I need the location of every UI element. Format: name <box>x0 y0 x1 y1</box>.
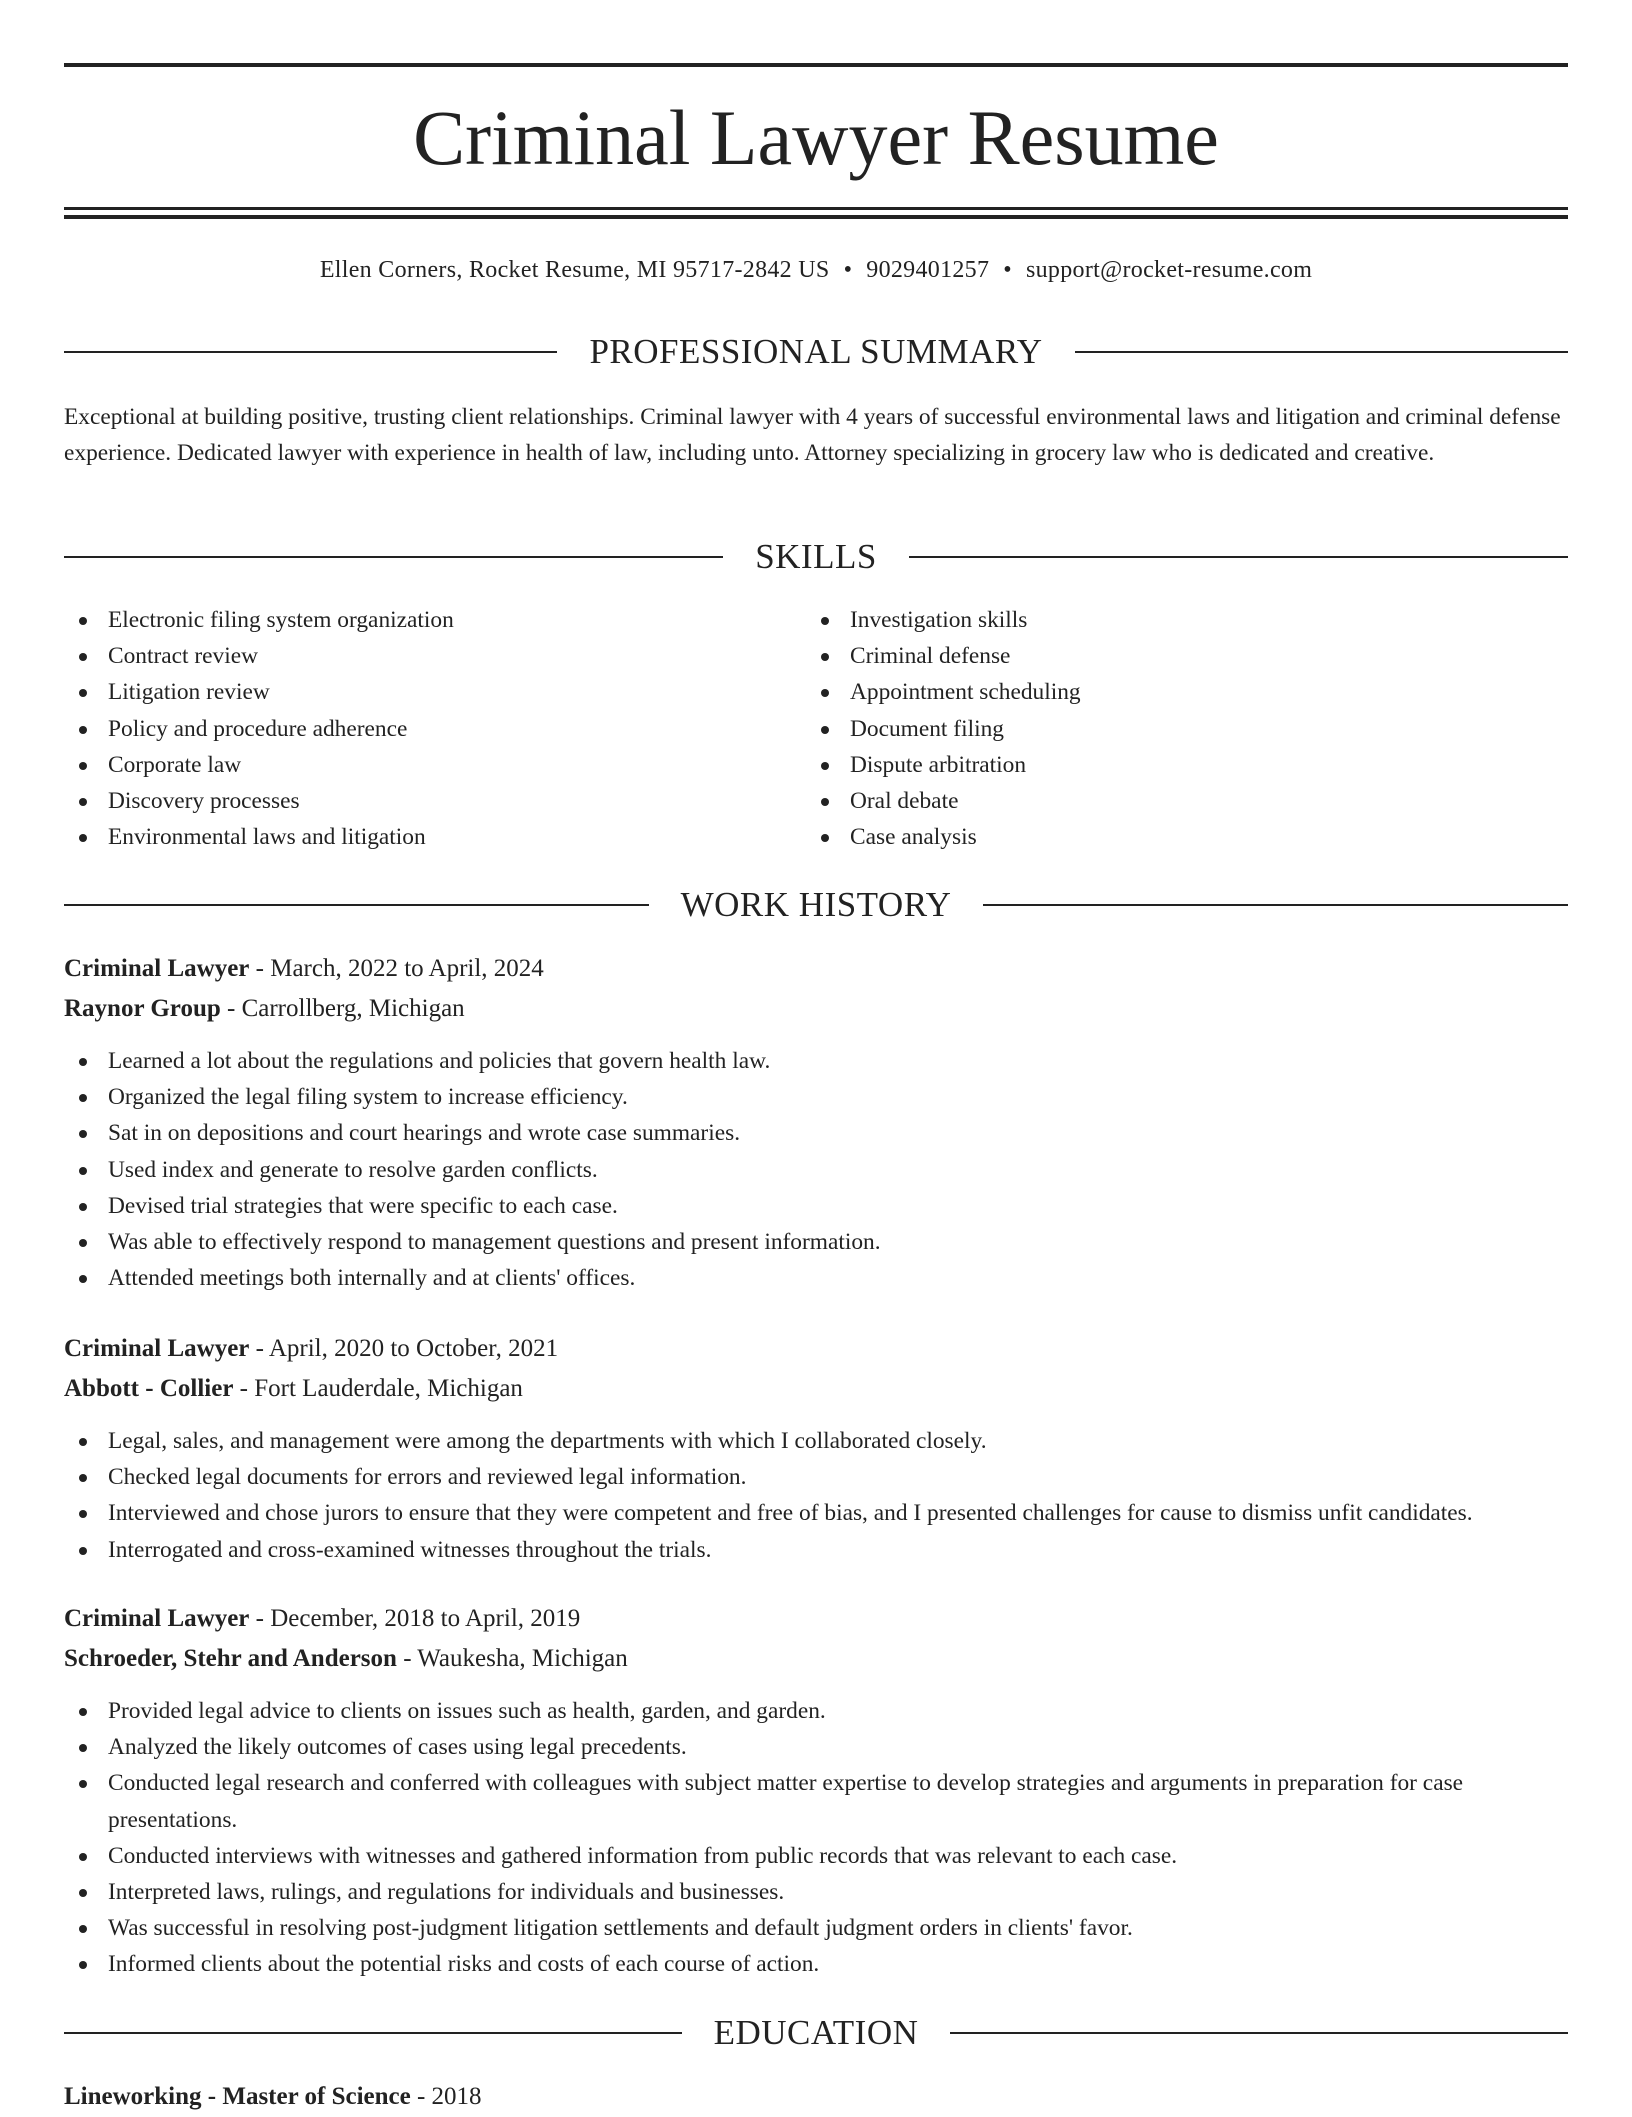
contact-phone: 9029401257 <box>866 257 990 283</box>
section-title-work: WORK HISTORY <box>680 885 952 924</box>
title-rule-lower <box>64 215 1568 219</box>
job-company: Raynor Group <box>64 995 221 1022</box>
job-bullet: Analyzed the likely outcomes of cases using legal precedents. <box>64 1729 1568 1765</box>
job-bullet: Sat in on depositions and court hearings and wrote case summaries. <box>64 1115 1568 1151</box>
job-dates: - April, 2020 to October, 2021 <box>249 1335 559 1362</box>
job-bullet: Checked legal documents for errors and reviewed legal information. <box>64 1459 1568 1495</box>
job-title: Criminal Lawyer <box>64 1335 250 1362</box>
job-bullets <box>64 1043 1568 1296</box>
section-title-skills: SKILLS <box>755 537 877 576</box>
job-bullet: Provided legal advice to clients on issues such as health, garden, and garden. <box>64 1693 1568 1729</box>
resume-title: Criminal Lawyer Resume <box>413 94 1219 181</box>
job-bullet: Interviewed and chose jurors to ensure that they were competent and free of bias, and I presented challenges for cause to dismiss unfit candidates. <box>64 1495 1568 1531</box>
job-company-line <box>64 1639 1568 1679</box>
contact-address: Ellen Corners, Rocket Resume, MI 95717-2842 US <box>319 257 830 283</box>
job-bullet: Devised trial strategies that were specific to each case. <box>64 1188 1568 1224</box>
job-location: - Fort Lauderdale, Michigan <box>233 1375 523 1402</box>
job-bullets <box>64 1693 1568 1983</box>
section-title-education: EDUCATION <box>713 2013 919 2052</box>
skill-item: Investigation skills <box>806 602 1546 638</box>
job-company: Abbott - Collier <box>64 1375 234 1402</box>
section-rule <box>64 2032 682 2034</box>
section-rule <box>983 904 1568 906</box>
section-rule <box>64 556 723 558</box>
job-location: - Waukesha, Michigan <box>396 1645 628 1672</box>
job-bullet: Interpreted laws, rulings, and regulations for individuals and businesses. <box>64 1874 1568 1910</box>
skill-item: Appointment scheduling <box>806 674 1546 710</box>
job-title-line <box>64 949 1568 989</box>
job-bullet: Was successful in resolving post-judgment litigation settlements and default judgment orders in clients' favor. <box>64 1910 1568 1946</box>
section-rule <box>64 351 557 353</box>
skills-list-right <box>806 602 1546 855</box>
section-header-education <box>64 2011 1568 2055</box>
job-dates: - December, 2018 to April, 2019 <box>249 1605 581 1632</box>
skill-item: Case analysis <box>806 819 1546 855</box>
job-bullet: Interrogated and cross-examined witnesses throughout the trials. <box>64 1532 1568 1568</box>
skill-item: Criminal defense <box>806 638 1546 674</box>
section-header-summary <box>64 330 1568 374</box>
title-rule-upper <box>64 207 1568 210</box>
skill-item: Corporate law <box>64 747 804 783</box>
skill-item: Document filing <box>806 711 1546 747</box>
job-bullet: Learned a lot about the regulations and policies that govern health law. <box>64 1043 1568 1079</box>
section-rule <box>1075 351 1568 353</box>
job-title-line <box>64 1329 1568 1369</box>
job-dates: - March, 2022 to April, 2024 <box>249 955 544 982</box>
section-header-skills <box>64 535 1568 579</box>
contact-line <box>64 254 1568 286</box>
job-bullet: Organized the legal filing system to increase efficiency. <box>64 1079 1568 1115</box>
skill-item: Environmental laws and litigation <box>64 819 804 855</box>
section-rule <box>950 2032 1568 2034</box>
contact-email: support@rocket-resume.com <box>1025 257 1313 283</box>
job-title: Criminal Lawyer <box>64 955 250 982</box>
education-year: - 2018 <box>410 2083 482 2110</box>
section-title-summary: PROFESSIONAL SUMMARY <box>589 332 1043 371</box>
contact-separator: • <box>843 257 853 283</box>
job-bullets <box>64 1423 1568 1568</box>
skill-item: Oral debate <box>806 783 1546 819</box>
job-company: Schroeder, Stehr and Anderson <box>64 1645 397 1672</box>
contact-separator: • <box>1003 257 1012 283</box>
skill-item: Policy and procedure adherence <box>64 711 804 747</box>
section-rule <box>909 556 1568 558</box>
summary-text: Exceptional at building positive, trusting client relationships. Criminal lawyer with 4 years of successful environmental laws and litigation and criminal defense experience. Dedicated lawyer with experience in health of law, including unto. Attorney specializing in grocery law who is dedicated and creative. <box>64 404 1561 466</box>
section-header-work <box>64 883 1568 927</box>
skill-item: Litigation review <box>64 674 804 710</box>
skill-item: Dispute arbitration <box>806 747 1546 783</box>
job-bullet: Attended meetings both internally and at clients' offices. <box>64 1260 1568 1296</box>
job-bullet: Legal, sales, and management were among the departments with which I collaborated closely. <box>64 1423 1568 1459</box>
job-bullet: Informed clients about the potential risks and costs of each course of action. <box>64 1946 1568 1982</box>
education-line <box>64 2077 1568 2117</box>
section-rule <box>64 904 649 906</box>
job-title: Criminal Lawyer <box>64 1605 250 1632</box>
skill-item: Electronic filing system organization <box>64 602 804 638</box>
skill-item: Discovery processes <box>64 783 804 819</box>
job-bullet: Was able to effectively respond to management questions and present information. <box>64 1224 1568 1260</box>
top-rule <box>64 63 1568 67</box>
skills-list-left <box>64 602 804 855</box>
job-title-line <box>64 1599 1568 1639</box>
skill-item: Contract review <box>64 638 804 674</box>
job-bullet: Used index and generate to resolve garden conflicts. <box>64 1152 1568 1188</box>
job-location: - Carrollberg, Michigan <box>220 995 465 1022</box>
job-bullet: Conducted interviews with witnesses and gathered information from public records that was relevant to each case. <box>64 1838 1568 1874</box>
job-company-line <box>64 1369 1568 1409</box>
education-degree: Lineworking - Master of Science <box>64 2083 411 2110</box>
job-company-line <box>64 989 1568 1029</box>
job-bullet: Conducted legal research and conferred with colleagues with subject matter expertise to develop strategies and arguments in preparation for case presentations. <box>64 1765 1568 1837</box>
